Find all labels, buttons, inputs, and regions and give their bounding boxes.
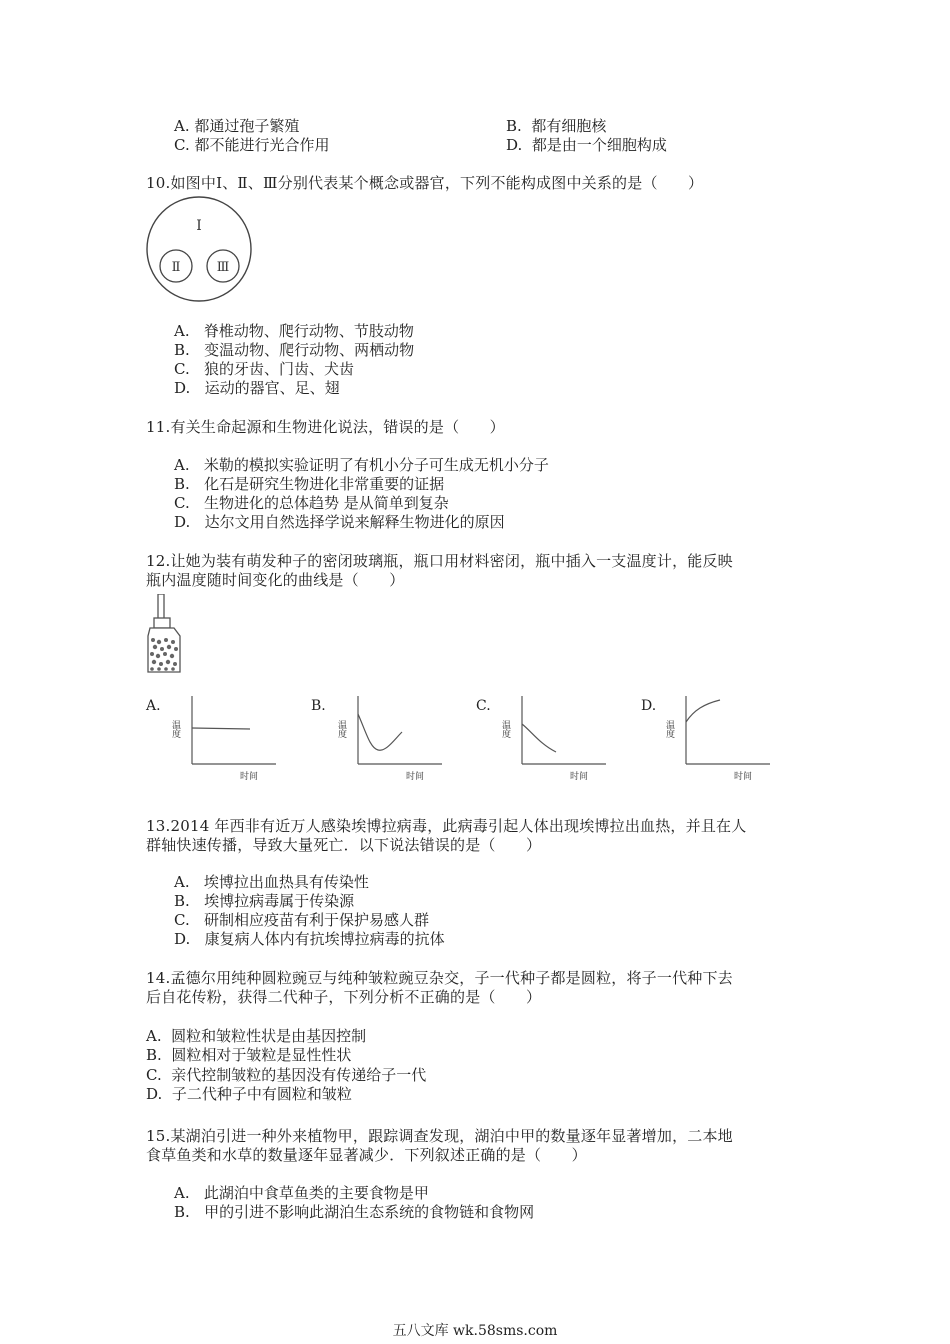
q10-option-b: B. 变温动物、爬行动物、两栖动物 [174,341,415,359]
q14-question-line2: 后自花传粉，获得二代种子，下列分析不正确的是（ ） [146,988,542,1006]
q10-question: 10.如图中Ⅰ、Ⅱ、Ⅲ分别代表某个概念或器官，下列不能构成图中关系的是（ ） [146,174,704,192]
q14-option-a: A. 圆粒和皱粒性状是由基因控制 [146,1027,367,1045]
q14-question-line1: 14.孟德尔用纯种圆粒豌豆与纯种皱粒豌豆杂交，子一代种子都是圆粒，将子一代种下去 [146,969,733,987]
q12-option-c-label: C. [476,698,491,714]
svg-text:温度: 温度 [336,720,346,738]
q13-question-line1: 13.2014 年西非有近万人感染埃博拉病毒，此病毒引起人体出现埃博拉出血热，并且在人 [146,817,747,835]
q13-option-a: A. 埃博拉出血热具有传染性 [174,873,369,891]
q15-question-line2: 食草鱼类和水草的数量逐年显著减少．下列叙述正确的是（ ） [146,1146,587,1164]
outer-circle [147,197,251,301]
label-inner-left: Ⅱ [171,260,181,275]
q13-option-d: D. 康复病人体内有抗埃博拉病毒的抗体 [174,930,445,948]
q10-option-a: A. 脊椎动物、爬行动物、节肢动物 [174,322,414,340]
q12-option-a-label: A. [146,698,161,714]
q11-question: 11.有关生命起源和生物进化说法，错误的是（ ） [146,418,505,436]
q12-option-b-label: B. [311,698,326,714]
curve-dip-then-rise [358,714,402,750]
q14-option-d: D. 子二代种子中有圆粒和皱粒 [146,1085,352,1103]
svg-text:时间: 时间 [406,772,425,782]
q12-graph-d [664,692,776,784]
q12-graph-c [500,692,612,784]
q14-option-b: B. 圆粒相对于皱粒是显性性状 [146,1046,352,1064]
svg-text:时间: 时间 [240,772,259,782]
svg-text:时间: 时间 [734,772,753,782]
q11-option-d: D. 达尔文用自然选择学说来解释生物进化的原因 [174,513,505,531]
curve-increasing [686,700,720,722]
q13-option-c: C. 研制相应疫苗有利于保护易感人群 [174,911,430,929]
curve-decreasing [522,724,556,752]
sealed-bottle-thermometer-icon [144,594,186,674]
label-inner-right: Ⅲ [216,260,230,275]
footer-watermark: 五八文库 wk.58sms.com [392,1323,558,1339]
svg-text:温度: 温度 [500,720,510,738]
q12-graph-a [170,692,282,784]
q11-option-a: A. 米勒的模拟实验证明了有机小分子可生成无机小分子 [174,456,549,474]
q11-option-c: C. 生物进化的总体趋势 是从简单到复杂 [174,494,449,512]
curve-flat [192,728,250,729]
q12-question-line1: 12.让她为装有萌发种子的密闭玻璃瓶，瓶口用材料密闭，瓶中插入一支温度计，能反映 [146,552,733,570]
q13-question-line2: 群轴快速传播，导致大量死亡．以下说法错误的是（ ） [146,836,542,854]
q9-option-a: A. 都通过孢子繁殖 [174,117,300,135]
q15-option-b: B. 甲的引进不影响此湖泊生态系统的食物链和食物网 [174,1203,535,1221]
q15-option-a: A. 此湖泊中食草鱼类的主要食物是甲 [174,1184,429,1202]
q14-option-c: C. 亲代控制皱粒的基因没有传递给子一代 [146,1066,427,1084]
label-outer: Ⅰ [196,218,202,234]
q12-question-line2: 瓶内温度随时间变化的曲线是（ ） [146,571,405,589]
q13-option-b: B. 埃博拉病毒属于传染源 [174,892,355,910]
q10-option-d: D. 运动的器官、足、翅 [174,379,340,397]
svg-text:温度: 温度 [170,720,180,738]
q10-option-c: C. 狼的牙齿、门齿、犬齿 [174,360,355,378]
q10-venn-diagram [144,196,256,304]
q9-option-d: D. 都是由一个细胞构成 [506,136,667,154]
svg-text:时间: 时间 [570,772,589,782]
q11-option-b: B. 化石是研究生物进化非常重要的证据 [174,475,445,493]
q9-option-b: B. 都有细胞核 [506,117,607,135]
svg-text:温度: 温度 [664,720,674,738]
q9-option-c: C. 都不能进行光合作用 [174,136,330,154]
q15-question-line1: 15.某湖泊引进一种外来植物甲，跟踪调查发现，湖泊中甲的数量逐年显著增加，二本地 [146,1127,733,1145]
q12-option-d-label: D. [641,698,657,714]
q12-graph-b [336,692,448,784]
